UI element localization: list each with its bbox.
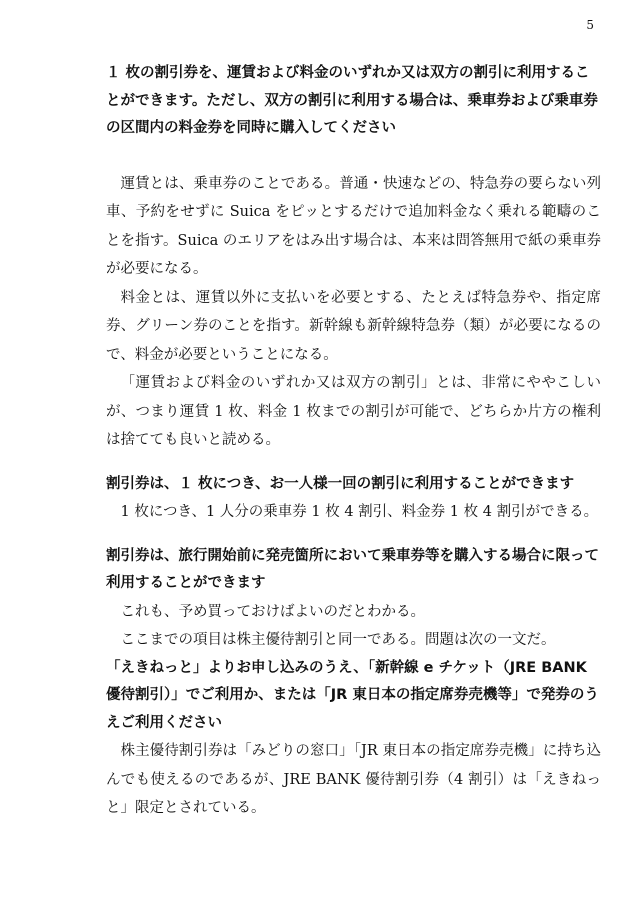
section-heading: 割引券は、１ 枚につき、お一人様一回の割引に利用することができます (106, 475, 575, 492)
body-paragraph: これも、予め買っておけばよいのだとわかる。 (120, 603, 425, 620)
page-number: 5 (586, 18, 594, 32)
body-paragraph: 「運賃および料金のいずれか又は双方の割引」とは、非常にややこしいが、つまり運賃 1 枚、料金 1 枚までの割引が可能で、どちらか片方の権利は捨てても良いと読める。 (106, 375, 601, 448)
body-paragraph: ここまでの項目は株主優待割引と同一である。問題は次の一文だ。 (120, 632, 556, 648)
section-heading: １ 枚の割引券を、運賃および料金のいずれか又は双方の割引に利用することができます。ただし、双方の割引に利用する場合は、乗車券および乗車券の区間内の料金券を同時に購入してください (106, 65, 598, 136)
document-body (106, 60, 601, 823)
body-paragraph: 株主優待割引券は「みどりの窓口」「JR 東日本の指定席券売機」に持ち込んでも使えるのであるが、JRE BANK 優待割引券（4 割引）は「えきねっと」限定とされている。 (106, 743, 601, 816)
spacer (106, 143, 601, 170)
body-paragraph: 料金とは、運賃以外に支払いを必要とする、たとえば特急券や、指定席券、グリーン券のことを指す。新幹線も新幹線特急券（類）が必要になるので、料金が必要ということになる。 (106, 289, 602, 363)
section-heading: 「えきねっと」よりお申し込みのうえ、「新幹線 e チケット（JRE BANK 優待割引）」でご利用か、または「JR 東日本の指定席券売機等」で発券のうえご利用ください (106, 659, 599, 731)
spacer (106, 527, 601, 543)
section-heading: 割引券は、旅行開始前に発売箇所において乗車券等を購入する場合に限って利用することができます (106, 547, 599, 591)
body-paragraph: 1 枚につき、1 人分の乗車券 1 枚 4 割引、料金券 1 枚 4 割引ができる。 (120, 504, 599, 520)
body-paragraph: 運賃とは、乗車券のことである。普通・快速などの、特急券の要らない列車、予約をせずに Suica をピッとするだけで追加料金なく乗れる範疇のことを指す。Suica のエリアをはみ出す場合は、本来は問答無用で紙の乗車券が必要になる。 (106, 175, 601, 277)
spacer (106, 455, 601, 471)
